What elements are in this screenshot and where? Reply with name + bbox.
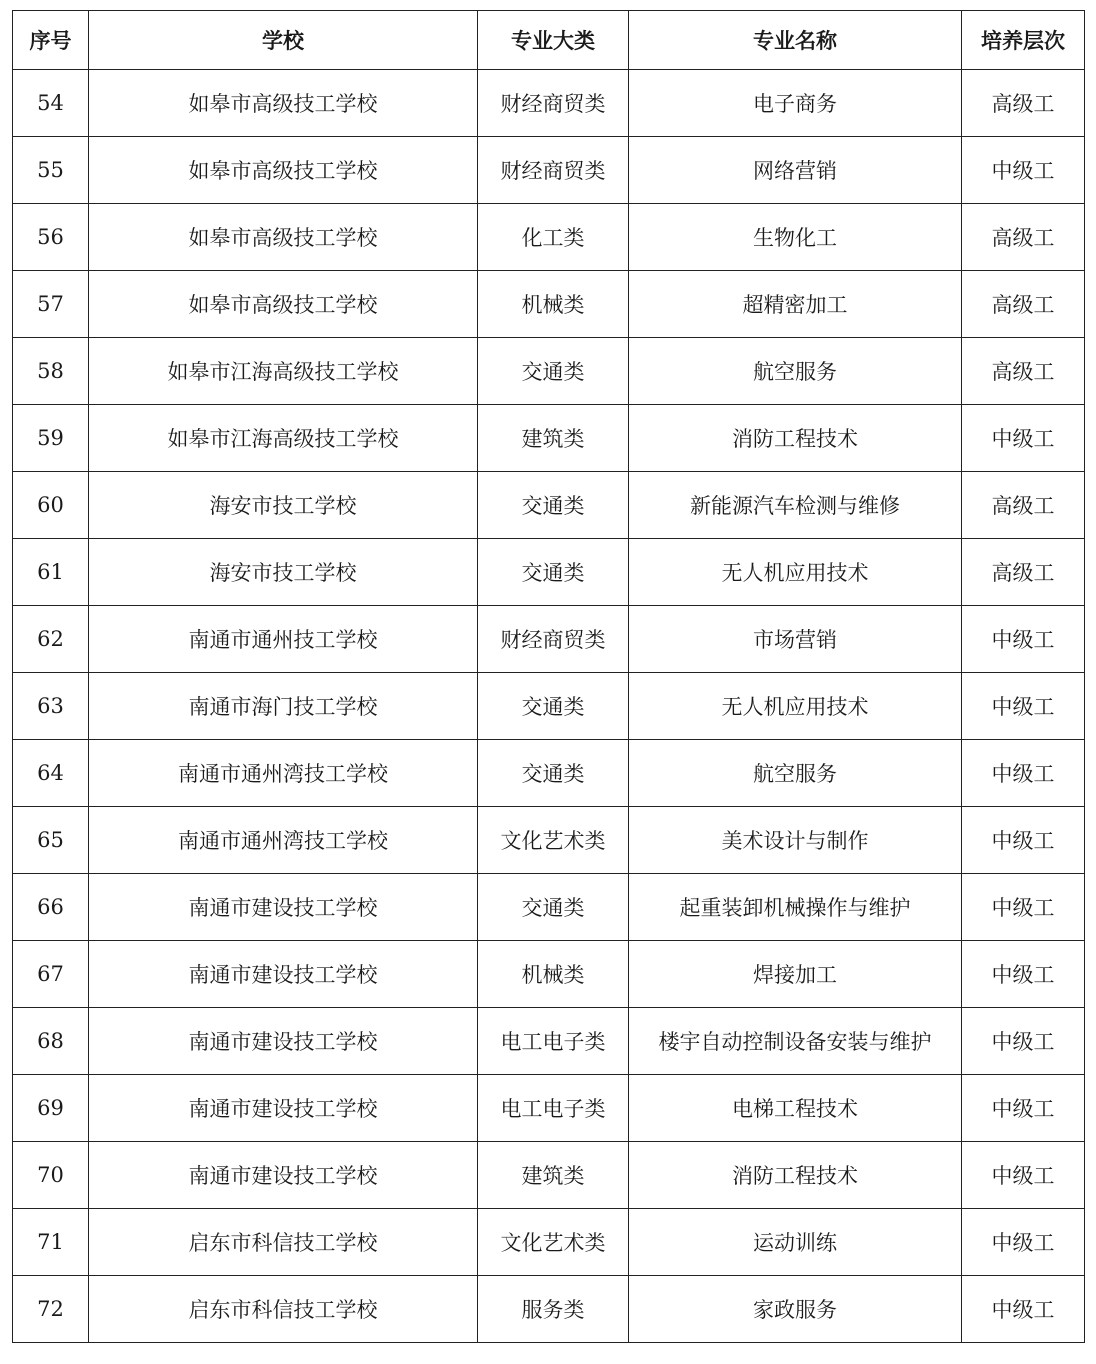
cell-level: 高级工 (962, 539, 1085, 606)
cell-no: 61 (13, 539, 89, 606)
cell-category: 交通类 (478, 539, 629, 606)
cell-no: 55 (13, 137, 89, 204)
cell-school: 海安市技工学校 (89, 539, 478, 606)
table-row (13, 740, 1085, 807)
cell-no: 62 (13, 606, 89, 673)
cell-category: 交通类 (478, 338, 629, 405)
cell-category: 交通类 (478, 472, 629, 539)
cell-level: 中级工 (962, 606, 1085, 673)
table-row (13, 137, 1085, 204)
cell-level: 中级工 (962, 1209, 1085, 1276)
table-row (13, 874, 1085, 941)
header-row (13, 11, 1085, 70)
cell-school: 如皋市高级技工学校 (89, 137, 478, 204)
cell-no: 71 (13, 1209, 89, 1276)
cell-major: 航空服务 (629, 740, 962, 807)
cell-major: 生物化工 (629, 204, 962, 271)
cell-level: 高级工 (962, 70, 1085, 137)
cell-category: 文化艺术类 (478, 1209, 629, 1276)
cell-major: 无人机应用技术 (629, 539, 962, 606)
cell-major: 电子商务 (629, 70, 962, 137)
cell-major: 消防工程技术 (629, 405, 962, 472)
cell-category: 交通类 (478, 740, 629, 807)
cell-no: 60 (13, 472, 89, 539)
cell-category: 服务类 (478, 1276, 629, 1343)
cell-major: 焊接加工 (629, 941, 962, 1008)
cell-school: 南通市建设技工学校 (89, 941, 478, 1008)
cell-category: 财经商贸类 (478, 137, 629, 204)
cell-category: 建筑类 (478, 405, 629, 472)
table-row (13, 941, 1085, 1008)
header-no: 序号 (13, 11, 89, 70)
cell-level: 中级工 (962, 874, 1085, 941)
cell-level: 中级工 (962, 740, 1085, 807)
cell-category: 电工电子类 (478, 1075, 629, 1142)
cell-level: 中级工 (962, 941, 1085, 1008)
header-level: 培养层次 (962, 11, 1085, 70)
header-major: 专业名称 (629, 11, 962, 70)
cell-school: 启东市科信技工学校 (89, 1209, 478, 1276)
table-row (13, 472, 1085, 539)
table-row (13, 204, 1085, 271)
table-body (13, 70, 1085, 1343)
cell-school: 南通市通州湾技工学校 (89, 807, 478, 874)
cell-no: 70 (13, 1142, 89, 1209)
cell-school: 南通市通州湾技工学校 (89, 740, 478, 807)
cell-no: 54 (13, 70, 89, 137)
schools-majors-table (12, 10, 1085, 1343)
cell-school: 如皋市江海高级技工学校 (89, 338, 478, 405)
cell-major: 网络营销 (629, 137, 962, 204)
cell-no: 68 (13, 1008, 89, 1075)
cell-level: 中级工 (962, 405, 1085, 472)
cell-no: 56 (13, 204, 89, 271)
cell-no: 65 (13, 807, 89, 874)
table-row (13, 673, 1085, 740)
cell-category: 建筑类 (478, 1142, 629, 1209)
cell-level: 中级工 (962, 1075, 1085, 1142)
cell-level: 高级工 (962, 271, 1085, 338)
cell-major: 市场营销 (629, 606, 962, 673)
cell-major: 楼宇自动控制设备安装与维护 (629, 1008, 962, 1075)
cell-no: 72 (13, 1276, 89, 1343)
table-row (13, 1008, 1085, 1075)
cell-major: 新能源汽车检测与维修 (629, 472, 962, 539)
table-row (13, 405, 1085, 472)
cell-category: 机械类 (478, 941, 629, 1008)
cell-school: 海安市技工学校 (89, 472, 478, 539)
cell-level: 中级工 (962, 137, 1085, 204)
cell-school: 启东市科信技工学校 (89, 1276, 478, 1343)
table-row (13, 1276, 1085, 1343)
cell-no: 57 (13, 271, 89, 338)
cell-level: 中级工 (962, 673, 1085, 740)
table-row (13, 539, 1085, 606)
cell-major: 起重装卸机械操作与维护 (629, 874, 962, 941)
cell-level: 高级工 (962, 204, 1085, 271)
cell-school: 如皋市江海高级技工学校 (89, 405, 478, 472)
cell-category: 交通类 (478, 673, 629, 740)
cell-school: 南通市海门技工学校 (89, 673, 478, 740)
header-school: 学校 (89, 11, 478, 70)
cell-no: 63 (13, 673, 89, 740)
cell-level: 高级工 (962, 338, 1085, 405)
table-row (13, 1075, 1085, 1142)
cell-school: 南通市建设技工学校 (89, 1142, 478, 1209)
header-category: 专业大类 (478, 11, 629, 70)
cell-school: 南通市通州技工学校 (89, 606, 478, 673)
table-row (13, 70, 1085, 137)
table-row (13, 1142, 1085, 1209)
cell-major: 美术设计与制作 (629, 807, 962, 874)
cell-no: 64 (13, 740, 89, 807)
cell-school: 如皋市高级技工学校 (89, 70, 478, 137)
cell-major: 消防工程技术 (629, 1142, 962, 1209)
cell-school: 如皋市高级技工学校 (89, 204, 478, 271)
cell-no: 66 (13, 874, 89, 941)
cell-major: 电梯工程技术 (629, 1075, 962, 1142)
cell-category: 机械类 (478, 271, 629, 338)
table-row (13, 606, 1085, 673)
cell-category: 交通类 (478, 874, 629, 941)
table-row (13, 1209, 1085, 1276)
cell-category: 财经商贸类 (478, 70, 629, 137)
cell-category: 文化艺术类 (478, 807, 629, 874)
cell-no: 67 (13, 941, 89, 1008)
cell-school: 南通市建设技工学校 (89, 1075, 478, 1142)
cell-level: 高级工 (962, 472, 1085, 539)
cell-school: 如皋市高级技工学校 (89, 271, 478, 338)
cell-no: 58 (13, 338, 89, 405)
cell-category: 电工电子类 (478, 1008, 629, 1075)
table-row (13, 271, 1085, 338)
table-row (13, 807, 1085, 874)
cell-major: 无人机应用技术 (629, 673, 962, 740)
cell-no: 59 (13, 405, 89, 472)
cell-category: 化工类 (478, 204, 629, 271)
table-header (13, 11, 1085, 70)
cell-level: 中级工 (962, 1008, 1085, 1075)
cell-level: 中级工 (962, 1276, 1085, 1343)
cell-school: 南通市建设技工学校 (89, 874, 478, 941)
cell-school: 南通市建设技工学校 (89, 1008, 478, 1075)
cell-major: 运动训练 (629, 1209, 962, 1276)
cell-category: 财经商贸类 (478, 606, 629, 673)
cell-level: 中级工 (962, 1142, 1085, 1209)
cell-level: 中级工 (962, 807, 1085, 874)
cell-no: 69 (13, 1075, 89, 1142)
table-row (13, 338, 1085, 405)
cell-major: 超精密加工 (629, 271, 962, 338)
cell-major: 航空服务 (629, 338, 962, 405)
cell-major: 家政服务 (629, 1276, 962, 1343)
